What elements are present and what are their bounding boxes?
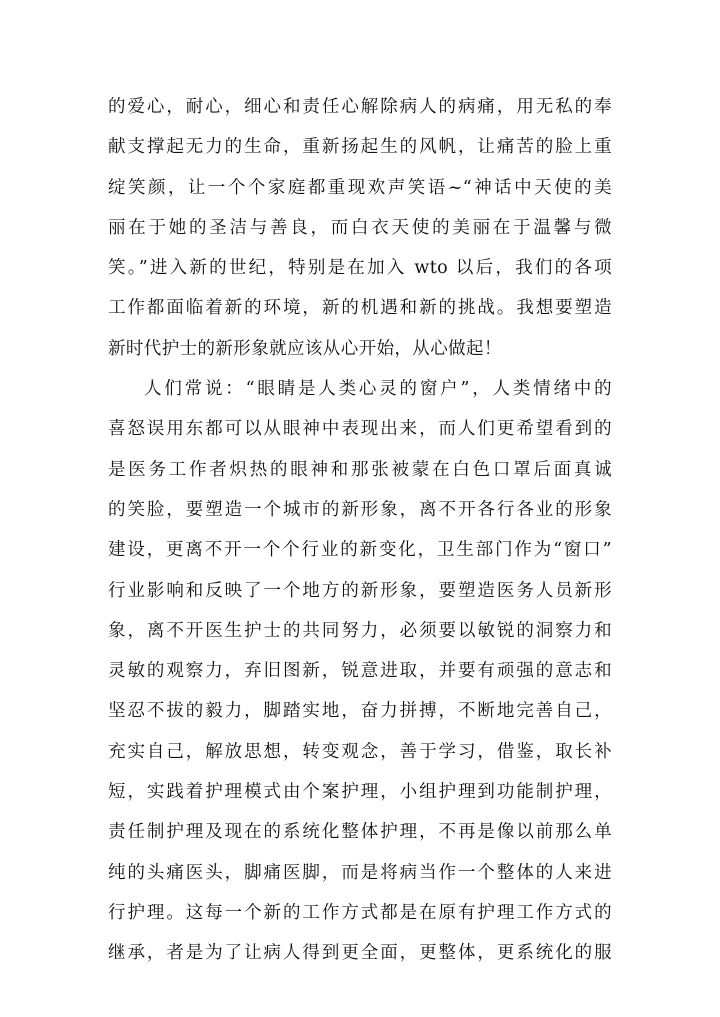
text-line: 象，离不开医生护士的共同努力，必须要以敏锐的洞察力和	[108, 620, 612, 641]
text-line: 行业影响和反映了一个地方的新形象，要塑造医务人员新形	[108, 580, 612, 601]
text-line: 是医务工作者炽热的眼神和那张被蒙在白色口罩后面真诚	[108, 459, 612, 480]
text-line: 人们常说：“眼睛是人类心灵的窗户”，人类情绪中的	[144, 379, 612, 400]
text-line: 丽在于她的圣洁与善良，而白衣天使的美丽在于温馨与微	[108, 217, 612, 238]
text-line: 纯的头痛医头，脚痛医脚，而是将病当作一个整体的人来进	[108, 862, 612, 883]
text-line: 灵敏的观察力，弃旧图新，锐意进取，并要有顽强的意志和	[108, 661, 612, 682]
text-line: 短，实践着护理模式由个案护理，小组护理到功能制护理，	[108, 782, 612, 803]
text-line: 充实自己，解放思想，转变观念，善于学习，借鉴，取长补	[108, 741, 612, 762]
paragraph-2	[108, 369, 612, 973]
text-line: 工作都面临着新的环境，新的机遇和新的挑战。我想要塑造	[108, 298, 612, 319]
document-page	[108, 87, 612, 974]
text-line: 笑。”进入新的世纪，特别是在加入 wto 以后，我们的各项	[108, 258, 612, 279]
paragraph-1	[108, 87, 612, 369]
text-line: 新时代护士的新形象就应该从心开始，从心做起！	[108, 338, 502, 359]
text-line: 喜怒误用东都可以从眼神中表现出来，而人们更希望看到的	[108, 419, 612, 440]
text-line: 献支撑起无力的生命，重新扬起生的风帆，让痛苦的脸上重	[108, 137, 612, 158]
text-line: 继承，者是为了让病人得到更全面，更整体，更系统化的服	[108, 943, 612, 964]
text-line: 责任制护理及现在的系统化整体护理，不再是像以前那么单	[108, 822, 612, 843]
text-line: 行护理。这每一个新的工作方式都是在原有护理工作方式的	[108, 902, 612, 923]
text-line: 建设，更离不开一个个行业的新变化，卫生部门作为“窗口”	[108, 540, 612, 561]
text-line: 的爱心，耐心，细心和责任心解除病人的病痛，用无私的奉	[108, 97, 612, 117]
text-line: 的笑脸，要塑造一个城市的新形象，离不开各行各业的形象	[108, 499, 612, 520]
text-line: 绽笑颜，让一个个家庭都重现欢声笑语~“神话中天使的美	[108, 177, 612, 198]
text-line: 坚忍不拔的毅力，脚踏实地，奋力拼搏，不断地完善自己，	[108, 701, 612, 722]
